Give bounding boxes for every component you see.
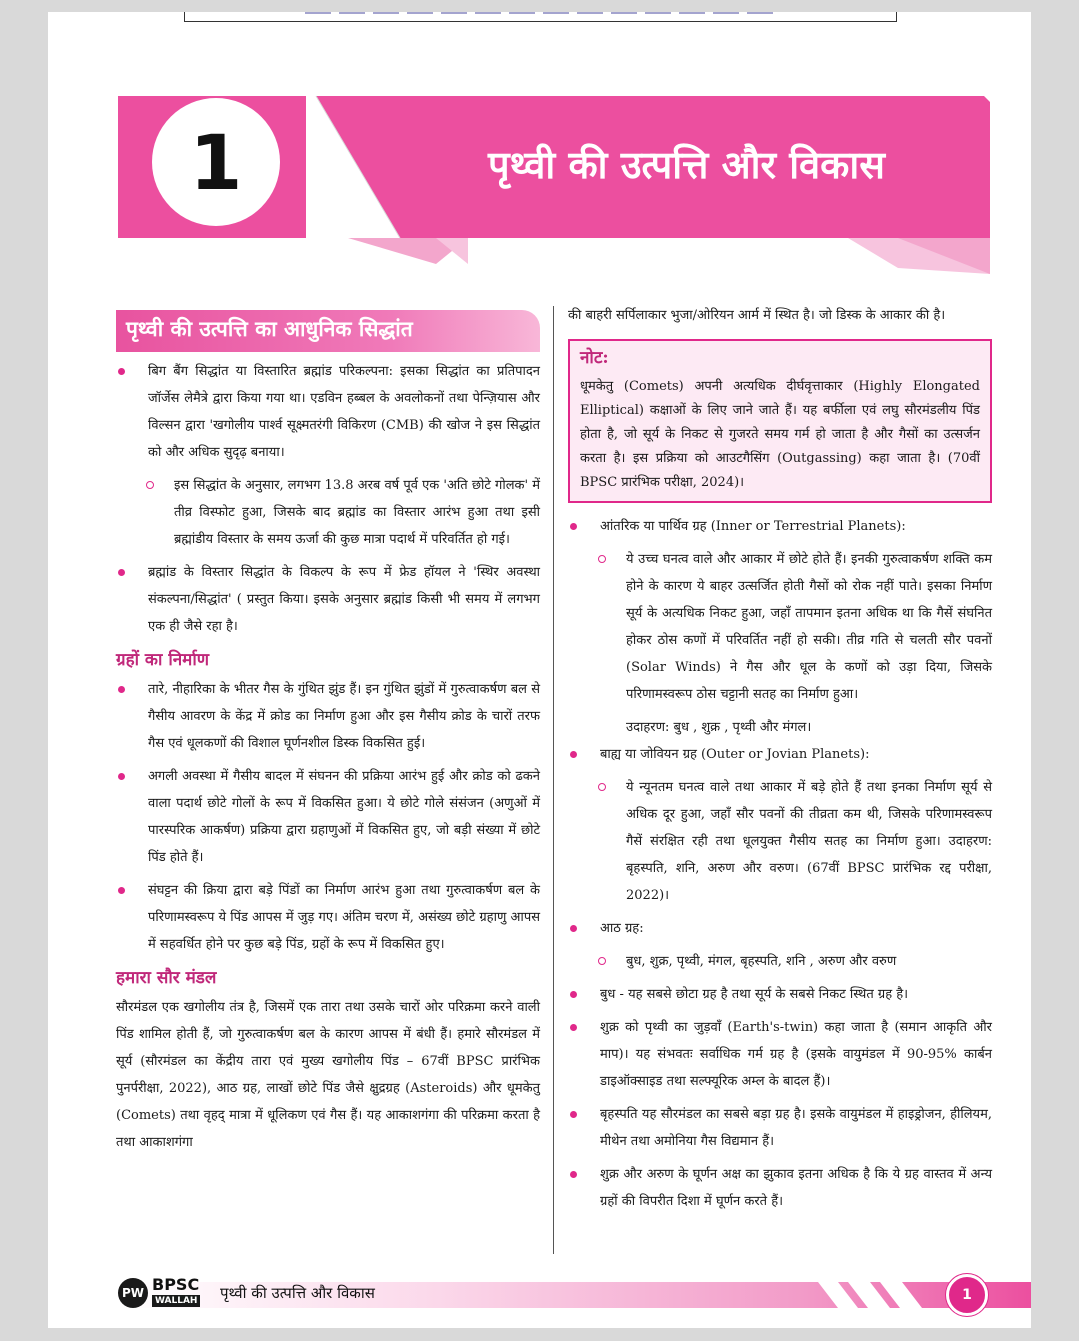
note-body: धूमकेतु (Comets) अपनी अत्यधिक दीर्घवृत्ताकार (Highly Elongated Elliptical) कक्षाओं के लिए जाने जाते हैं। यह बर्फीला एवं लघु सौरमंडलीय पिंड होता है, जो सूर्य के निकट से गुजरते समय गर्म हो जाता है और गैसों का उत्सर्जन करता है। इस प्रक्रिया को आउटगैसिंग (Outgassing) कहा जाता है। (70वीं BPSC प्रारंभिक परीक्षा, 2024)। bbox=[580, 379, 980, 490]
bullet-venus-uranus: शुक्र और अरुण के घूर्णन अक्ष का झुकाव इतना अधिक है कि ये ग्रह वास्तव में अन्य ग्रहों की विपरीत दिशा में घूर्णन करते हैं। bbox=[568, 1161, 992, 1215]
document-page bbox=[48, 12, 1031, 1328]
bullet-inner-planets: आंतरिक या पार्थिव ग्रह (Inner or Terrestrial Planets): bbox=[568, 513, 992, 540]
brand-name: BPSC bbox=[152, 1275, 200, 1294]
sub-bullet-inner-planets: ये उच्च घनत्व वाले और आकार में छोटे होते हैं। इनकी गुरुत्वाकर्षण शक्ति कम होने के कारण ये बाहर उत्सर्जित होती गैसों को रोक नहीं पाते। इसका निर्माण सूर्य के अत्यधिक निकट हुआ, जहाँ तापमान इतना अधिक था कि गैसें संघनित होकर ठोस कणों में परिवर्तित नहीं हो सकी। तीव्र गति से चलती सौर पवनों (Solar Winds) ने गैस और धूल के कणों को उड़ा दिया, जिसके परिणामस्वरूप ठोस चट्टानी सतह का निर्माण हुआ। bbox=[568, 546, 992, 708]
bullet-outer-planets: बाह्य या जोवियन ग्रह (Outer or Jovian Planets): bbox=[568, 741, 992, 768]
column-divider bbox=[553, 306, 554, 1254]
subheading-solar-system: हमारा सौर मंडल bbox=[116, 968, 217, 988]
note-title: नोट: bbox=[580, 348, 609, 368]
sub-bullet-eight-planets: बुध, शुक्र, पृथ्वी, मंगल, बृहस्पति, शनि , अरुण और वरुण bbox=[568, 948, 992, 975]
bullet-steady-state: ब्रह्मांड के विस्तार सिद्धांत के विकल्प के रूप में फ्रेड हॉयल ने 'स्थिर अवस्था संकल्पना/सिद्धांत' ( प्रस्तुत किया। इसके अनुसार ब्रह्मांड किसी भी समय में लगभग एक ही जैसे रहा है। bbox=[116, 559, 540, 640]
bullet-condensation: अगली अवस्था में गैसीय बादल में संघनन की प्रक्रिया आरंभ हुई और क्रोड को ढकने वाला पदार्थ छोटे गोलों के रूप में विकसित हुआ। ये छोटे गोले संसंजन (अणुओं में पारस्परिक आकर्षण) प्रक्रिया द्वारा ग्रहाणुओं में विकसित हुए, जो बड़ी संख्या में छोटे पिंड होते हैं। bbox=[116, 763, 540, 871]
bullet-mercury: बुध - यह सबसे छोटा ग्रह है तथा सूर्य के सबसे निकट स्थित ग्रह है। bbox=[568, 981, 992, 1008]
chapter-number: 1 bbox=[152, 98, 280, 226]
left-column bbox=[116, 310, 540, 1156]
bullet-jupiter: बृहस्पति यह सौरमंडल का सबसे बड़ा ग्रह है। इसके वायुमंडल में हाइड्रोजन, हीलियम, मीथेन तथा अमोनिया गैस विद्यमान हैं। bbox=[568, 1101, 992, 1155]
brand-subtitle: WALLAH bbox=[152, 1295, 200, 1307]
bullet-accretion: संघट्टन की क्रिया द्वारा बड़े पिंडों का निर्माण आरंभ हुआ तथा गुरुत्वाकर्षण बल के परिणामस्वरूप ये पिंड आपस में जुड़ गए। अंतिम चरण में, असंख्य छोटे ग्रहाणु आपस में सहवर्धित होने पर कुछ बड़े पिंड, ग्रहों के रूप में विकसित हुए। bbox=[116, 877, 540, 958]
sub-bullet-outer-planets: ये न्यूनतम घनत्व वाले तथा आकार में बड़े होते हैं तथा इनका निर्माण सूर्य से अधिक दूर हुआ, जहाँ सौर पवनों की तीव्रता कम थी, जिसके परिणामस्वरूप गैसें संरक्षित रही तथा धूलयुक्त गैसीय सतह का निर्माण हुआ। उदाहरण: बृहस्पति, शनि, अरुण और वरुण। (67वीं BPSC प्रारंभिक रद्द परीक्षा, 2022)। bbox=[568, 774, 992, 909]
paragraph-solar-system: सौरमंडल एक खगोलीय तंत्र है, जिसमें एक तारा तथा उसके चारों ओर परिक्रमा करने वाली पिंड शामिल होती हैं, जो गुरुत्वाकर्षण बल के कारण आपस में बंधी हैं। हमारे सौरमंडल में सूर्य (सौरमंडल का केंद्रीय तारा एवं मुख्य खगोलीय पिंड – 67वीं BPSC प्रारंभिक पुनर्परीक्षा, 2022), आठ ग्रह, लाखों छोटे पिंड जैसे क्षुद्रग्रह (Asteroids) और धूमकेतु (Comets) तथा वृहद् मात्रा में धूलिकण एवं गैस हैं। यह आकाशगंगा की परिक्रमा करता है तथा आकाशगंगा bbox=[116, 1000, 540, 1150]
bullet-venus: शुक्र को पृथ्वी का जुड़वाँ (Earth's-twin) कहा जाता है (समान आकृति और माप)। यह संभवतः सर्वाधिक गर्म ग्रह है (इसके वायुमंडल में 90-95% कार्बन डाइऑक्साइड तथा सल्फ्यूरिक अम्ल के बादल हैं)। bbox=[568, 1014, 992, 1095]
paragraph-continuation: की बाहरी सर्पिलाकार भुजा/ओरियन आर्म में स्थित है। जो डिस्क के आकार की है। bbox=[568, 308, 946, 323]
note-box bbox=[568, 339, 992, 503]
bullet-eight-planets: आठ ग्रह: bbox=[568, 915, 992, 942]
bullet-nebula: तारे, नीहारिका के भीतर गैस के गुंथित झुंड हैं। इन गुंथित झुंडों में गुरुत्वाकर्षण बल से गैसीय आवरण के केंद्र में क्रोड का निर्माण हुआ और इस गैसीय क्रोड के चारों तरफ गैस एवं धूलकणों की विशाल घूर्णनशील डिस्क विकसित हुई। bbox=[116, 676, 540, 757]
footer-chapter-name: पृथ्वी की उत्पत्ति और विकास bbox=[220, 1284, 375, 1302]
page-number: 1 bbox=[946, 1274, 988, 1316]
chapter-title: पृथ्वी की उत्पत्ति और विकास bbox=[488, 143, 885, 187]
right-column bbox=[568, 302, 992, 1221]
subheading-planet-formation: ग्रहों का निर्माण bbox=[116, 650, 210, 670]
pw-logo: PW bbox=[118, 1278, 148, 1308]
bullet-big-bang: बिग बैंग सिद्धांत या विस्तारित ब्रह्मांड परिकल्पना: इसका सिद्धांत का प्रतिपादन जॉर्जेस लेमैत्रे द्वारा किया गया था। एडविन हब्बल के अवलोकनों तथा पेन्ज़ियास और विल्सन द्वारा 'खगोलीय पार्श्व सूक्ष्मतरंगी विकिरण (CMB) की खोज ने इस सिद्धांत को और अधिक सुदृढ़ बनाया। bbox=[116, 358, 540, 466]
page-footer bbox=[118, 1274, 1031, 1316]
inner-planets-example: उदाहरण: बुध , शुक्र , पृथ्वी और मंगल। bbox=[626, 720, 812, 735]
sub-bullet-big-bang: इस सिद्धांत के अनुसार, लगभग 13.8 अरब वर्ष पूर्व एक 'अति छोटे गोलक' में तीव्र विस्फोट हुआ, जिसके बाद ब्रह्मांड का विस्तार आरंभ हुआ तथा इसी ब्रह्मांडीय विस्तार के समय ऊर्जा की कुछ मात्रा पदार्थ में परिवर्तित हो गई। bbox=[116, 472, 540, 553]
section-heading-modern-theory: पृथ्वी की उत्पत्ति का आधुनिक सिद्धांत bbox=[116, 310, 540, 352]
